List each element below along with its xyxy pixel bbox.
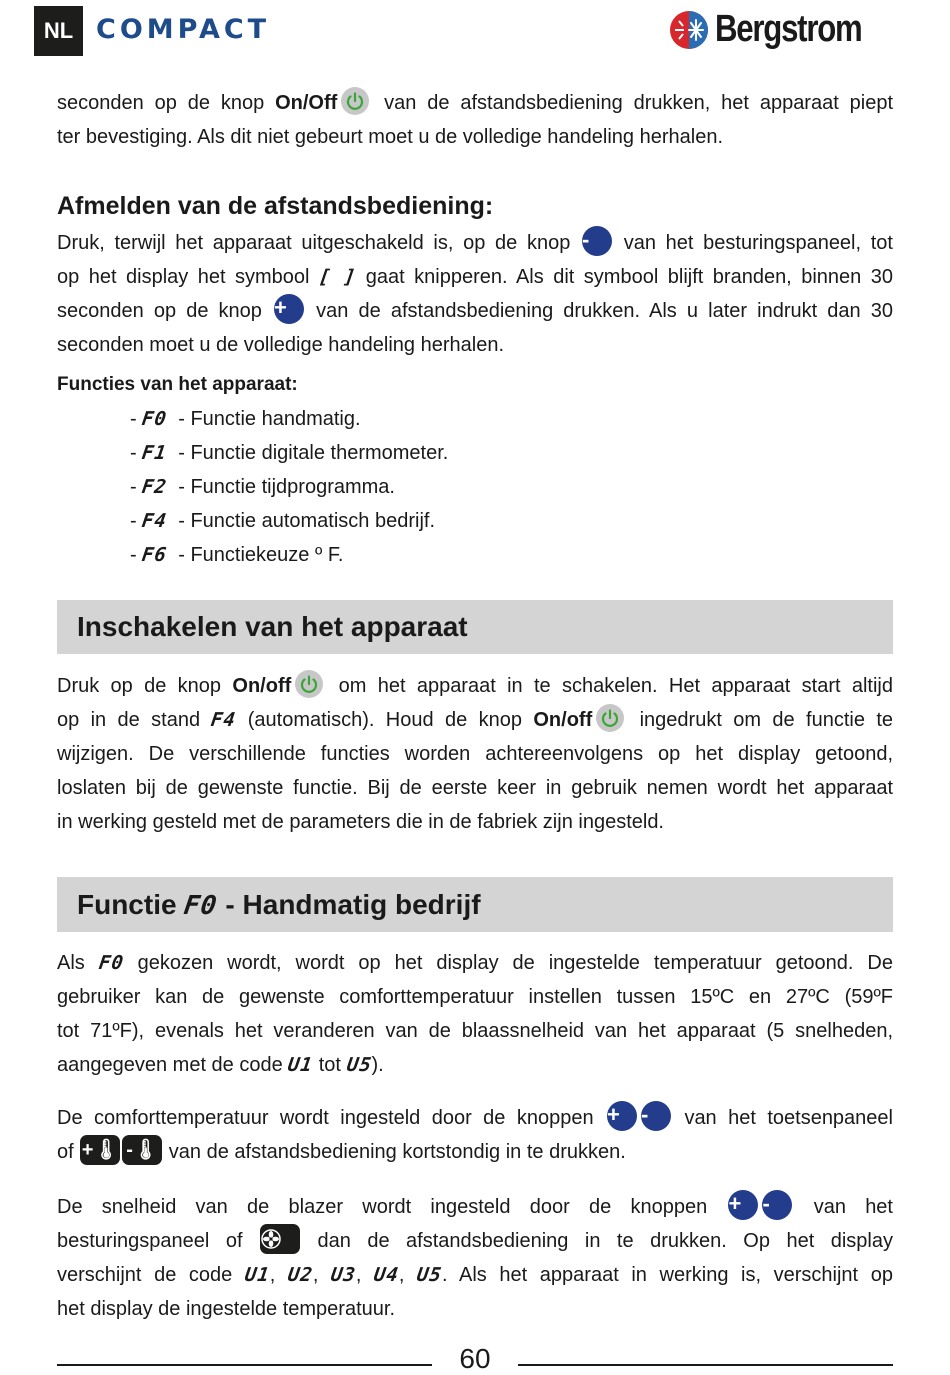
speed-code: U4 [372,1264,401,1286]
speed-code: U5 [415,1264,444,1286]
inschakelen-line-4: loslaten bij de gewenste functie. Bij de eerste keer in gebruik nemen wordt het apparaat [57,777,893,799]
plus-button-icon: + [607,1101,637,1131]
power-icon [295,670,323,698]
functie-f0-paragraph-1 [57,946,893,1082]
afmelden-paragraph [57,226,893,362]
function-code: F2 [140,476,169,498]
function-code: F1 [140,442,169,464]
f0-p1-line-1: Als F0 gekozen wordt, wordt op het display de ingestelde temperatuur getoond. De [57,946,893,980]
speed-code: U5 [345,1054,373,1076]
minus-button-icon: - [641,1101,671,1131]
afmelden-line-3: seconden op de knop + van de afstandsbediening drukken. Als u later indrukt dan 30 [57,294,893,322]
function-code: F0 [182,891,220,921]
intro-paragraph [57,86,893,154]
functies-title: Functies van het apparaat: [57,374,298,395]
inschakelen-paragraph [57,669,893,839]
intro-line-2: ter bevestiging. Als dit niet gebeurt moet u de volledige handeling herhalen. [57,126,724,148]
section-band-functie-f0 [57,877,893,932]
plus-button-icon: + [274,294,304,324]
language-label: NL [43,18,74,43]
afmelden-line-2: op het display het symbool [ ] gaat knipperen. Als dit symbool blijft branden, binnen 30 [57,260,893,294]
function-code: F4 [209,709,238,731]
inschakelen-line-2: op in de stand F4 (automatisch). Houd de knop On/off ingedrukt om de functie te [57,703,893,737]
pairing-symbol: [ ] [317,266,358,288]
brand-logo [669,8,894,51]
speed-code: U1 [286,1054,315,1076]
footer-rule-right [518,1364,893,1366]
brand-name: Bergstrom [715,8,862,50]
functie-f0-paragraph-2 [57,1101,893,1169]
f0-p3-line-1: De snelheid van de blazer wordt ingesteld door de knoppen + - van het [57,1190,893,1218]
afmelden-line-4: seconden moet u de volledige handeling herhalen. [57,334,505,356]
page-number: 60 [459,1343,491,1374]
f0-p1-line-3: tot 71ºF), evenals het veranderen van de blaassnelheid van het apparaat (5 snelheden, [57,1020,893,1042]
f0-p2-line-1: De comforttemperatuur wordt ingesteld door de knoppen + - van het toetsenpaneel [57,1101,893,1129]
section-band-inschakelen [57,600,893,654]
remote-minus-thermometer-icon: -🌡︎ [122,1135,162,1165]
list-item: - F2 - Functie tijdprogramma. [130,470,448,504]
function-code: F0 [140,408,169,430]
afmelden-line-1: Druk, terwijl het apparaat uitgeschakeld is, op de knop - van het besturingspaneel, tot [57,226,893,254]
power-icon [596,704,624,732]
speed-code: U3 [329,1264,358,1286]
sun-snowflake-icon [669,10,709,50]
speed-code: U2 [286,1264,315,1286]
f0-p2-line-2: of +🌡︎ -🌡︎ van de afstandsbediening kortstondig in te drukken. [57,1135,893,1169]
language-badge [34,6,83,56]
inschakelen-line-5: in werking gesteld met de parameters die in de fabriek zijn ingesteld. [57,811,664,833]
list-item: - F1 - Functie digitale thermometer. [130,436,448,470]
list-item: - F4 - Functie automatisch bedrijf. [130,504,448,538]
functie-f0-paragraph-3 [57,1190,893,1326]
function-code: F4 [140,510,169,532]
series-title: COMPACT [96,14,271,45]
intro-line-1: seconden op de knop On/Off van de afstandsbediening drukken, het apparaat piept [57,86,893,120]
f0-p1-line-2: gebruiker kan de gewenste comforttemperatuur instellen tussen 15ºC en 27ºC (59ºF [57,986,893,1008]
footer-rule-left [57,1364,432,1366]
f0-p1-line-4: aangegeven met de code U1 tot U5). [57,1048,893,1082]
f0-p3-line-3: verschijnt de code U1, U2, U3, U4, U5. Als het apparaat in werking is, verschijnt op [57,1258,893,1292]
function-code: F0 [97,952,126,974]
functies-list [130,402,448,572]
speed-code: U1 [243,1264,272,1286]
section-title-afmelden: Afmelden van de afstandsbediening: [57,192,494,220]
list-item: - F6 - Functiekeuze º F. [130,538,448,572]
f0-p3-line-4: het display de ingestelde temperatuur. [57,1298,395,1320]
minus-button-icon: - [762,1190,792,1220]
inschakelen-line-1: Druk op de knop On/off om het apparaat in te schakelen. Het apparaat start altijd [57,669,893,703]
minus-button-icon: - [582,226,612,256]
section-title-functie-f0: Functie F0 - Handmatig bedrijf [77,889,481,921]
inschakelen-line-3: wijzigen. De verschillende functies worden achtereenvolgens op het display getoond, [57,743,893,765]
plus-button-icon: + [728,1190,758,1220]
remote-plus-thermometer-icon: +🌡︎ [80,1135,120,1165]
section-title-inschakelen: Inschakelen van het apparaat [77,611,468,642]
remote-fan-icon [260,1224,300,1254]
f0-p3-line-2: besturingspaneel of dan de afstandsbediening in te drukken. Op het display [57,1224,893,1258]
function-code: F6 [140,544,169,566]
list-item: - F0 - Functie handmatig. [130,402,448,436]
power-icon [341,87,369,115]
